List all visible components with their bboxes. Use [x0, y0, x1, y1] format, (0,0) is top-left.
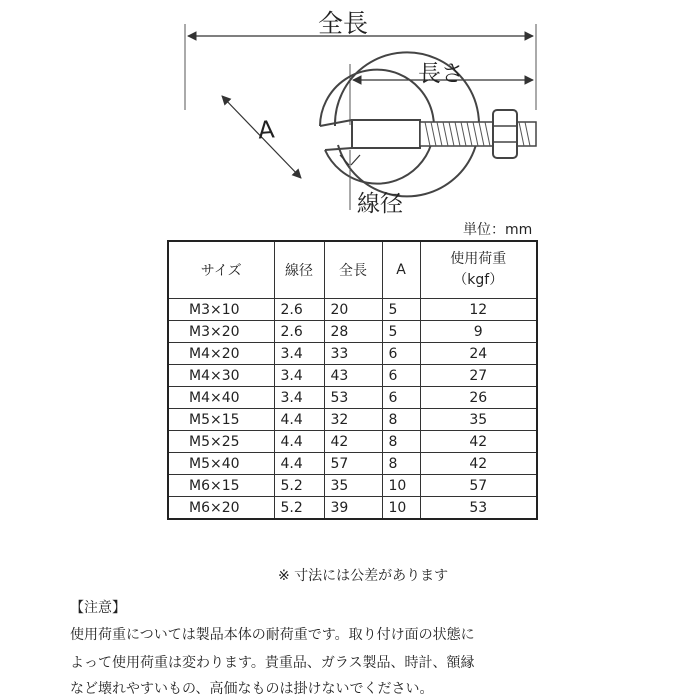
cell-total: 42	[324, 431, 382, 453]
cell-wire: 2.6	[274, 299, 324, 321]
cell-size: M6×15	[168, 475, 274, 497]
cell-wire: 4.4	[274, 409, 324, 431]
cell-total: 33	[324, 343, 382, 365]
header-wire: 線径	[274, 241, 324, 299]
cell-total: 57	[324, 453, 382, 475]
cell-wire: 4.4	[274, 431, 324, 453]
table-row	[168, 299, 537, 321]
header-load	[420, 241, 537, 299]
length-label: 長さ	[418, 61, 464, 87]
cell-size: M5×25	[168, 431, 274, 453]
cell-total: 53	[324, 387, 382, 409]
cell-load: 57	[420, 475, 537, 497]
hex-nut	[493, 110, 517, 158]
cell-a: 5	[382, 321, 420, 343]
cell-a: 8	[382, 409, 420, 431]
cell-a: 10	[382, 475, 420, 497]
unit-label: 単位：mm	[463, 222, 533, 238]
cell-a: 10	[382, 497, 420, 520]
header-a: A	[382, 241, 420, 299]
cell-size: M4×20	[168, 343, 274, 365]
cell-size: M4×30	[168, 365, 274, 387]
cell-total: 32	[324, 409, 382, 431]
cell-total: 43	[324, 365, 382, 387]
cell-wire: 5.2	[274, 497, 324, 520]
cell-load: 53	[420, 497, 537, 520]
cell-a: 5	[382, 299, 420, 321]
cell-wire: 5.2	[274, 475, 324, 497]
cell-wire: 4.4	[274, 453, 324, 475]
table-row	[168, 365, 537, 387]
cell-load: 26	[420, 387, 537, 409]
cell-a: 6	[382, 343, 420, 365]
caution-line: よって使用荷重は変わります。貴重品、ガラス製品、時計、額縁	[70, 655, 475, 671]
table-row	[168, 321, 537, 343]
header-size: サイズ	[168, 241, 274, 299]
table-row	[168, 387, 537, 409]
cell-load: 35	[420, 409, 537, 431]
header-total: 全長	[324, 241, 382, 299]
cell-size: M5×40	[168, 453, 274, 475]
caution-heading: 【注意】	[70, 600, 126, 616]
cell-load: 24	[420, 343, 537, 365]
cell-total: 20	[324, 299, 382, 321]
table-row	[168, 409, 537, 431]
cell-a: 8	[382, 453, 420, 475]
cell-load: 27	[420, 365, 537, 387]
spec-table	[167, 240, 538, 520]
tolerance-footnote: ※ 寸法には公差があります	[278, 568, 449, 584]
header-load-line1: 使用荷重	[450, 251, 507, 267]
cell-wire: 3.4	[274, 365, 324, 387]
total-length-label: 全長	[318, 9, 369, 38]
header-load-line2: （kgf）	[453, 272, 504, 288]
table-header-row	[168, 241, 537, 299]
cell-wire: 3.4	[274, 387, 324, 409]
cell-a: 6	[382, 387, 420, 409]
table-row	[168, 431, 537, 453]
table-row	[168, 453, 537, 475]
cell-load: 42	[420, 431, 537, 453]
cell-a: 6	[382, 365, 420, 387]
cell-total: 39	[324, 497, 382, 520]
cell-size: M3×20	[168, 321, 274, 343]
table-row	[168, 475, 537, 497]
cell-total: 35	[324, 475, 382, 497]
cell-load: 12	[420, 299, 537, 321]
cell-wire: 2.6	[274, 321, 324, 343]
cell-size: M4×40	[168, 387, 274, 409]
cell-wire: 3.4	[274, 343, 324, 365]
cell-total: 28	[324, 321, 382, 343]
cell-size: M3×10	[168, 299, 274, 321]
wire-diameter-label: 線径	[357, 191, 403, 217]
table-row	[168, 497, 537, 520]
cell-size: M5×15	[168, 409, 274, 431]
cell-load: 9	[420, 321, 537, 343]
cell-load: 42	[420, 453, 537, 475]
caution-line: など壊れやすいもの、高価なものは掛けないでください。	[70, 681, 434, 697]
table-row	[168, 343, 537, 365]
cell-a: 8	[382, 431, 420, 453]
caution-line: 使用荷重については製品本体の耐荷重です。取り付け面の状態に	[70, 627, 475, 643]
a-label: A	[257, 115, 276, 145]
cell-size: M6×20	[168, 497, 274, 520]
